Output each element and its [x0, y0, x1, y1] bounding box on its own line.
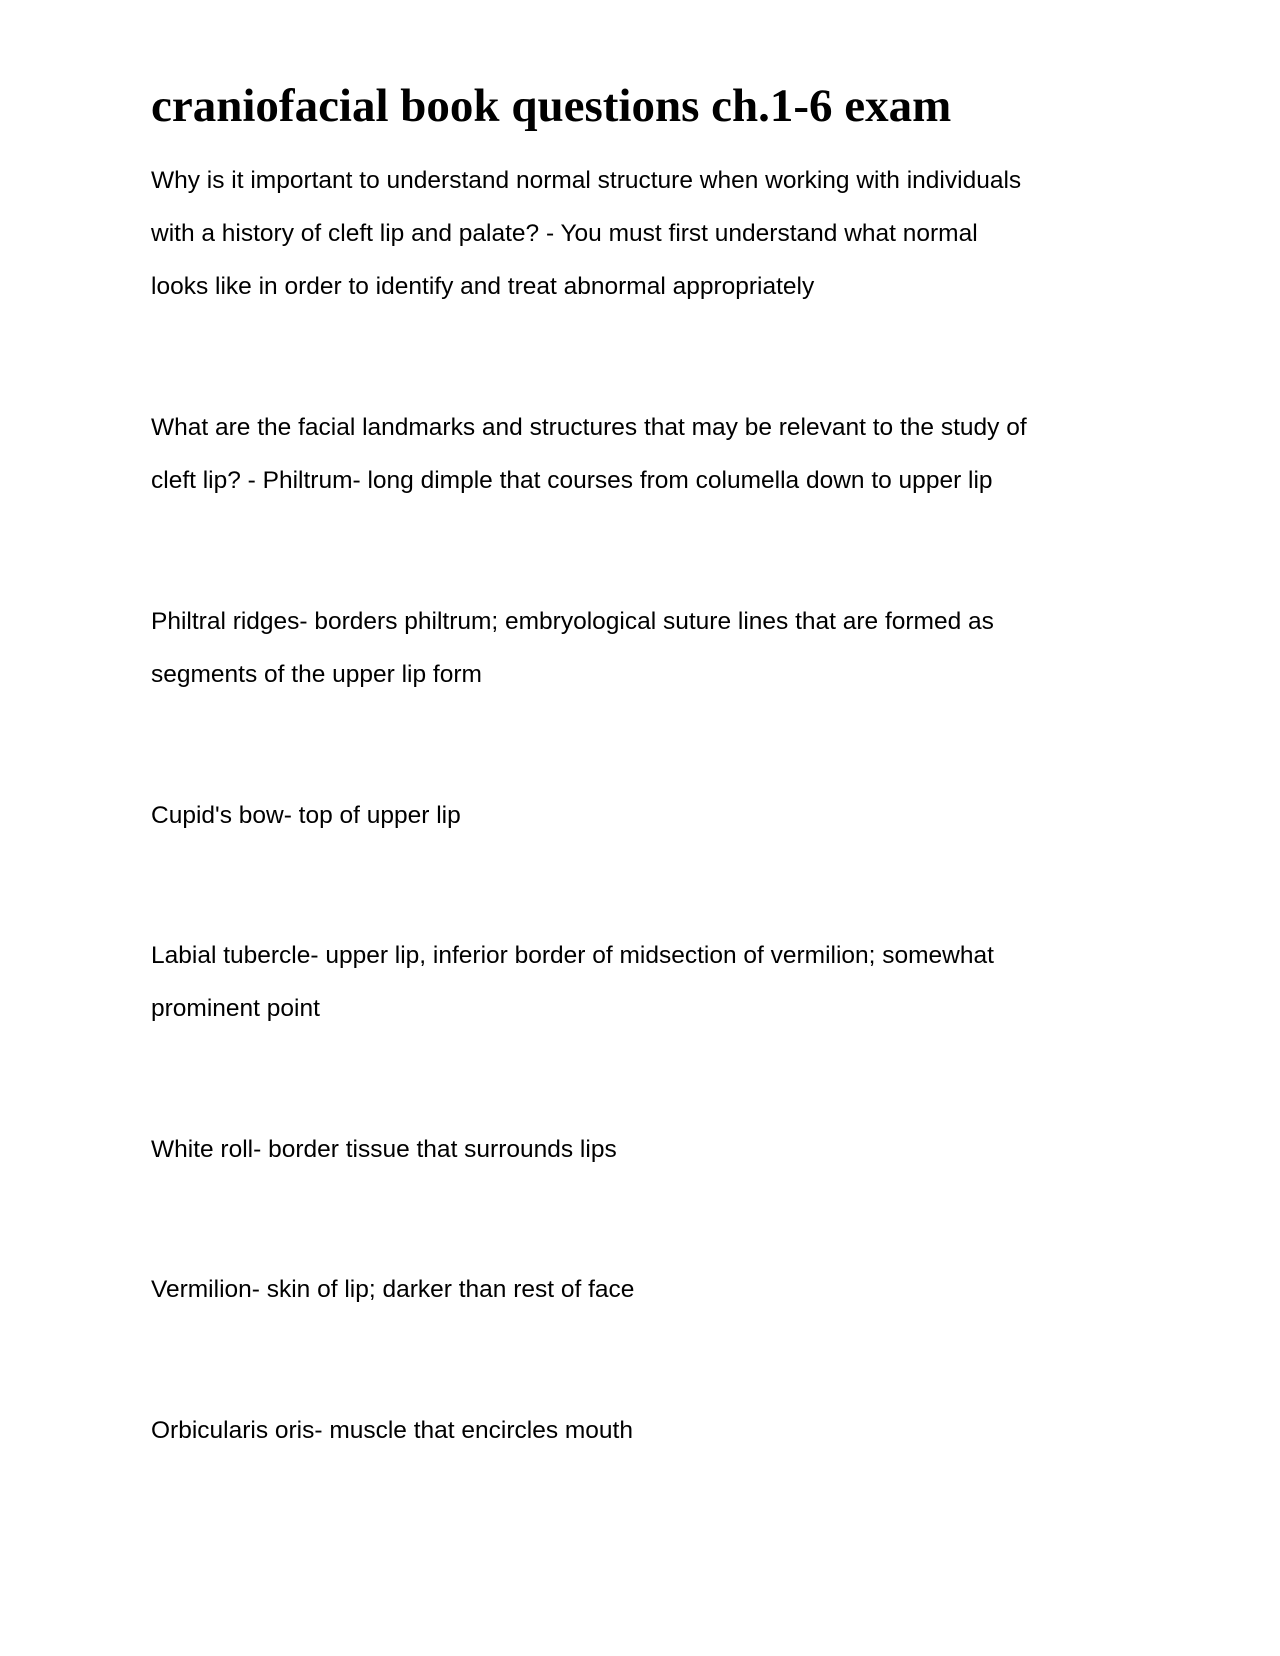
page-title: craniofacial book questions ch.1-6 exam [151, 80, 952, 132]
paragraph-line: Orbicularis oris- muscle that encircles mouth [151, 1417, 633, 1444]
paragraph-line: Why is it important to understand normal structure when working with individuals [151, 167, 1022, 194]
paragraph-line: prominent point [151, 995, 320, 1022]
paragraph-labial-tubercle [151, 929, 1151, 1035]
paragraph-line: White roll- border tissue that surrounds lips [151, 1136, 617, 1163]
paragraph-line: What are the facial landmarks and structures that may be relevant to the study of [151, 414, 1027, 441]
paragraph-vermilion [151, 1263, 1151, 1316]
paragraph-orbicularis-oris [151, 1404, 1151, 1457]
paragraph-line: cleft lip? - Philtrum- long dimple that courses from columella down to upper lip [151, 467, 993, 494]
paragraph-white-roll [151, 1123, 1151, 1176]
paragraph-normal-structure [151, 154, 1151, 313]
paragraph-line: Cupid's bow- top of upper lip [151, 802, 461, 829]
paragraph-line: looks like in order to identify and treat abnormal appropriately [151, 273, 815, 300]
paragraph-line: segments of the upper lip form [151, 661, 482, 688]
paragraph-line: Philtral ridges- borders philtrum; embryological suture lines that are formed as [151, 608, 994, 635]
paragraph-line: with a history of cleft lip and palate? - You must first understand what normal [151, 220, 978, 247]
paragraph-line: Labial tubercle- upper lip, inferior border of midsection of vermilion; somewhat [151, 942, 994, 969]
paragraph-line: Vermilion- skin of lip; darker than rest of face [151, 1276, 635, 1303]
paragraph-philtral-ridges [151, 595, 1151, 701]
paragraph-cupids-bow [151, 789, 1151, 842]
paragraph-facial-landmarks [151, 401, 1151, 507]
